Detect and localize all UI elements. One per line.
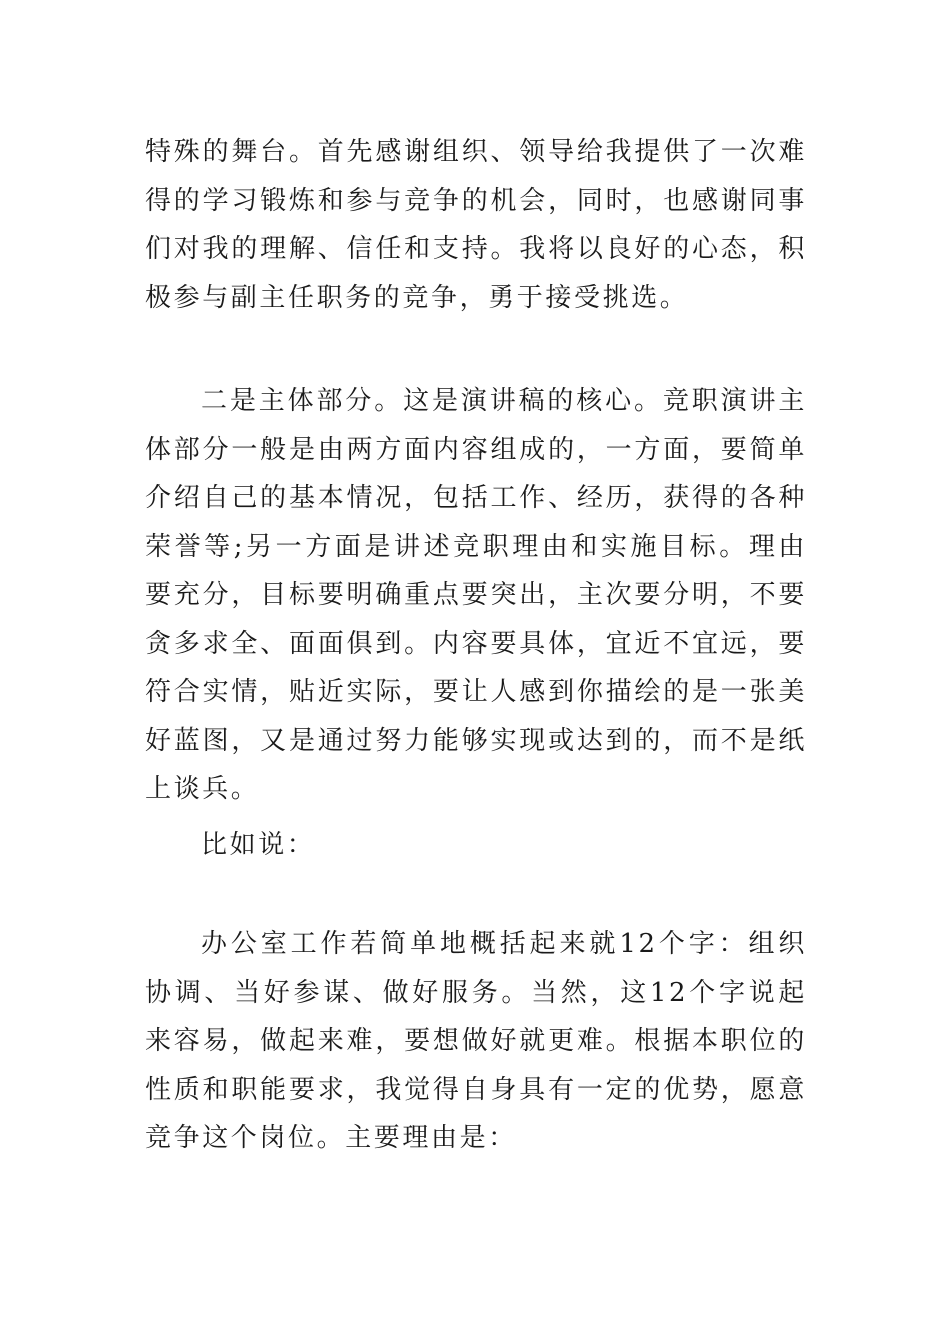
paragraph-main-body: 二是主体部分。这是演讲稿的核心。竞职演讲主体部分一般是由两方面内容组成的，一方面，要简单介绍自己的基本情况，包括工作、经历，获得的各种荣誉等;另一方面是讲述竞职理由和实施目标。理由要充分，目标要明确重点要突出，主次要分明，不要贪多求全、面面俱到。内容要具体，宜近不宜远，要符合实情，贴近实际，要让人感到你描绘的是一张美好蓝图，又是通过努力能够实现或达到的，而不是纸上谈兵。 — [145, 386, 807, 804]
paragraph-office-work: 办公室工作若简单地概括起来就12个字：组织协调、当好参谋、做好服务。当然，这12个字说起来容易，做起来难，要想做好就更难。根据本职位的性质和职能要求，我觉得自身具有一定的优势，愿意竞争这个岗位。主要理由是： — [145, 929, 807, 1153]
paragraph-continuation: 特殊的舞台。首先感谢组织、领导给我提供了一次难得的学习锻炼和参与竞争的机会，同时，也感谢同事们对我的理解、信任和支持。我将以良好的心态，积极参与副主任职务的竞争，勇于接受挑选。 — [145, 137, 807, 313]
paragraph-example-intro: 比如说： — [201, 830, 316, 860]
